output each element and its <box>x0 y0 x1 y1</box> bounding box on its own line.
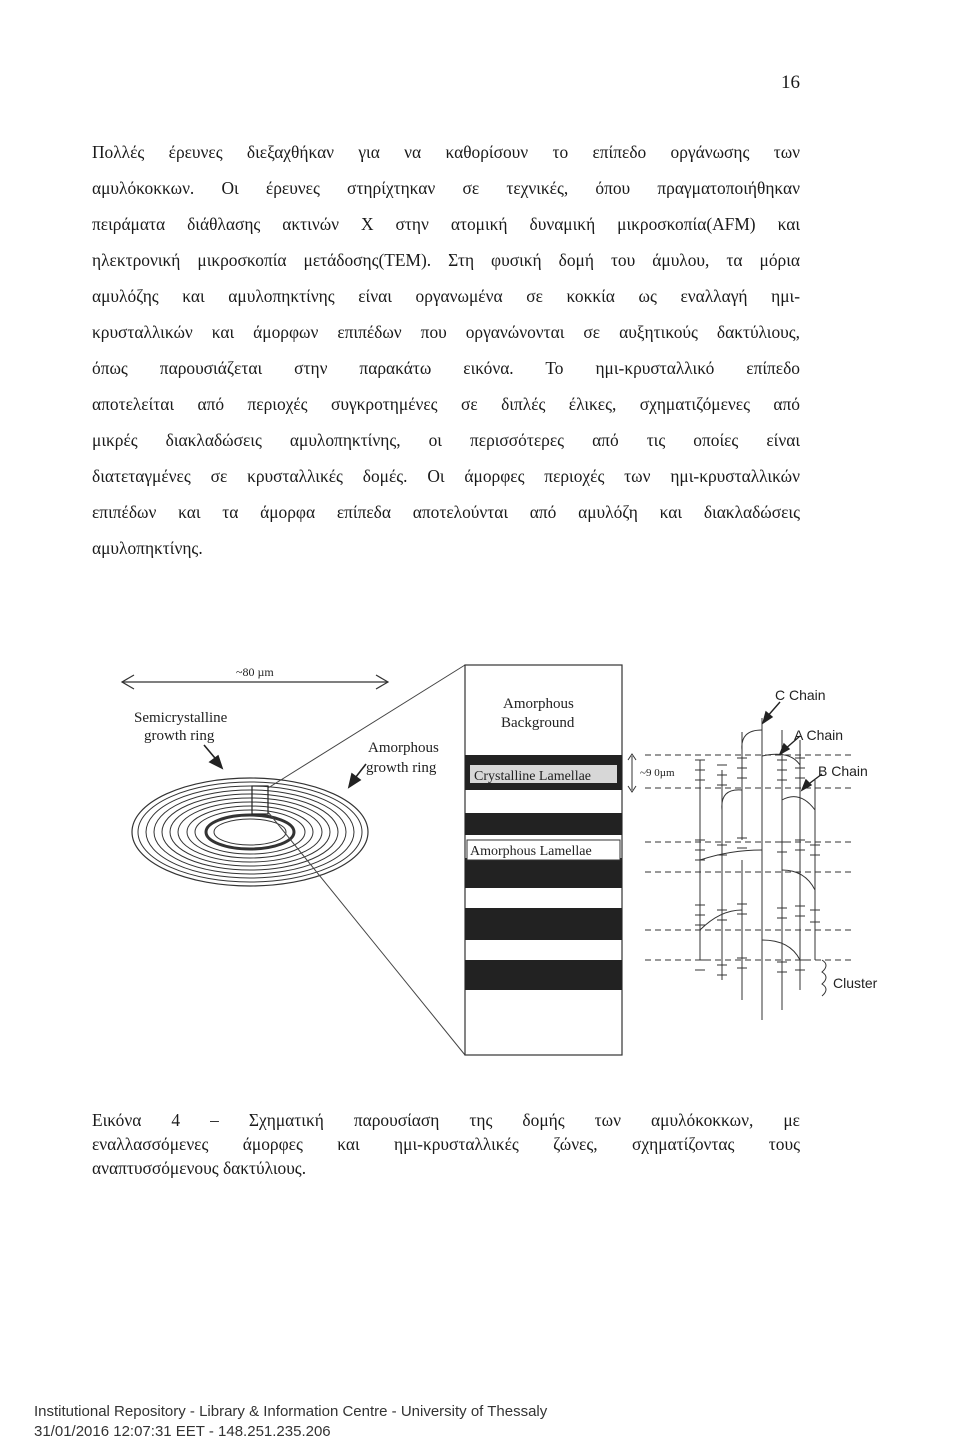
crystalline-lamellae-label: Crystalline Lamellae <box>474 769 592 784</box>
amorphous-background-label: Background <box>501 715 575 731</box>
footer-timestamp-line: 31/01/2016 12:07:31 EET - 148.251.235.206 <box>34 1423 331 1440</box>
arrow-icon <box>763 702 822 790</box>
paragraph-line: αμυλόζης και αμυλοπηκτίνης είναι οργανωμένα σε κοκκία ως εναλλαγή ημι- <box>92 286 800 306</box>
repository-footer <box>34 1402 547 1442</box>
semicrystalline-label: growth ring <box>144 728 215 744</box>
caption-line: Εικόνα 4 – Σχηματική παρουσίαση της δομής των αμυλόκοκκων, με <box>92 1110 800 1130</box>
paragraph-line: αποτελείται από περιοχές συγκροτημένες σε διπλές έλικες, σχηματιζόμενες από <box>92 394 800 414</box>
caption-line: εναλλασσόμενες άμορφες και ημι-κρυσταλλικές ζώνες, σχηματίζοντας τους <box>92 1134 800 1154</box>
semicrystalline-label: Semicrystalline <box>134 710 228 726</box>
paragraph-line: αμυλοπηκτίνης. <box>92 538 203 558</box>
b-chain-label: B Chain <box>818 763 868 779</box>
starch-granule-figure <box>100 660 880 1060</box>
footer-repository-line: Institutional Repository - Library & Information Centre - University of Thessaly <box>34 1403 548 1420</box>
a-chain-label: A Chain <box>794 727 844 743</box>
paragraph-line: επιπέδων και τα άμορφα επίπεδα αποτελούνται από αμυλόζη και διακλαδώσεις <box>92 502 800 522</box>
paragraph-line: αμυλόκοκκων. Οι έρευνες στηρίχτηκαν σε τεχνικές, όπου πραγματοποιήθηκαν <box>92 178 800 198</box>
paragraph-line: μικρές διακλαδώσεις αμυλοπηκτίνης, οι περισσότερες από τις οποίες είναι <box>92 430 800 450</box>
paragraph-line: κρυσταλλικών και άμορφων επιπέδων που οργανώνονται σε αυξητικούς δακτύλιους, <box>92 322 800 342</box>
paragraph-line: ηλεκτρονική μικροσκοπία μετάδοσης(ΤΕΜ). Στη φυσική δομή του άμυλου, τα μόρια <box>92 250 800 270</box>
spacing-bracket <box>628 754 636 792</box>
paragraph-line: Πολλές έρευνες διεξαχθήκαν για να καθορίσουν το επίπεδο οργάνωσης των <box>92 142 800 162</box>
paragraph-line: όπως παρουσιάζεται στην παρακάτω εικόνα. Το ημι-κρυσταλλικό επίπεδο <box>92 358 800 378</box>
figure-caption <box>92 1108 800 1180</box>
arrow-icon <box>349 764 366 787</box>
scale-label: ~80 µm <box>236 665 274 679</box>
granule-rings <box>132 778 368 886</box>
body-paragraph <box>92 134 800 566</box>
amorphous-lamellae-label: Amorphous Lamellae <box>470 844 592 859</box>
amorphous-growth-label: growth ring <box>366 760 437 776</box>
caption-line: αναπτυσσόμενους δακτύλιους. <box>92 1158 307 1178</box>
amorphous-growth-label: Amorphous <box>368 740 439 756</box>
paragraph-line: διατεταγμένες σε κρυσταλλικές δομές. Οι άμορφες περιοχές των ημι-κρυσταλλικών <box>92 466 800 486</box>
c-chain-label: C Chain <box>775 687 826 703</box>
spacing-label: ~9 0µm <box>640 767 675 779</box>
page-number: 16 <box>781 72 800 93</box>
paragraph-line: πειράματα διάθλασης ακτινών Χ στην ατομική δυναμική μικροσκοπία(AFM) και <box>92 214 800 234</box>
amorphous-background-label: Amorphous <box>503 696 574 712</box>
arrow-icon <box>204 745 222 768</box>
cluster-label: Cluster <box>833 975 878 991</box>
